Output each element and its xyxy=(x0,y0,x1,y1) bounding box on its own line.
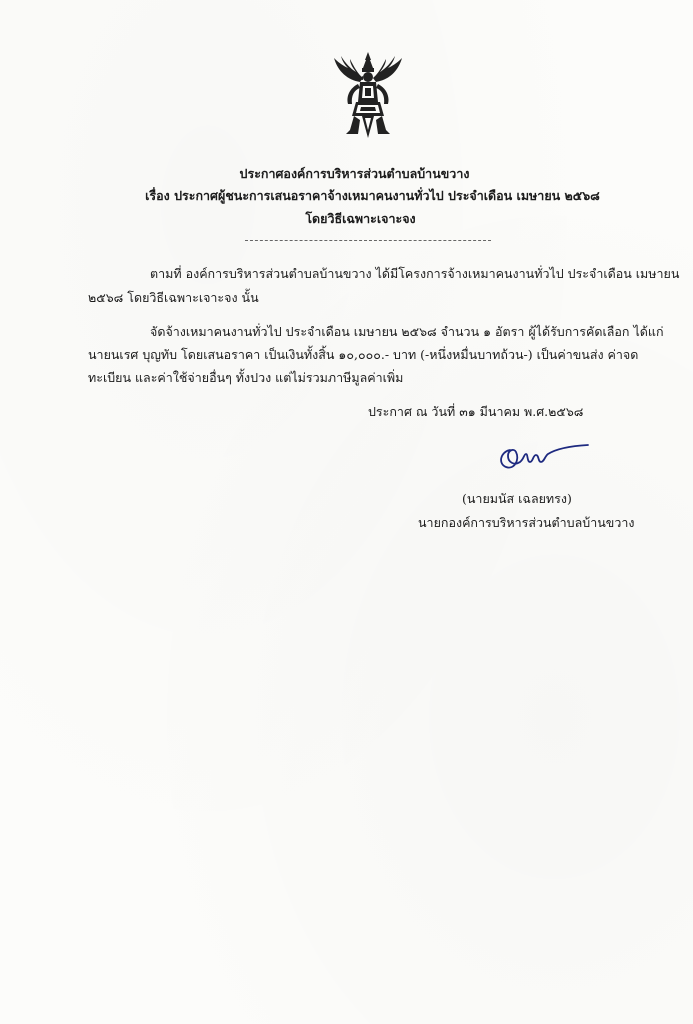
signer-title: นายกองค์การบริหารส่วนตำบลบ้านขวาง xyxy=(418,515,635,530)
announcement-title: ประกาศองค์การบริหารส่วนตำบลบ้านขวาง xyxy=(239,166,470,181)
signer-name: (นายมนัส เฉลยทรง) xyxy=(462,491,572,506)
body-paragraph-2-line-1: จัดจ้างเหมาคนงานทั่วไป ประจำเดือน เมษายน ๒๕๖๘ จำนวน ๑ อัตรา ผู้ได้รับการคัดเลือก ได้แก่ xyxy=(150,324,664,339)
body-paragraph-2-line-3: ทะเบียน และค่าใช้จ่ายอื่นๆ ทั้งปวง แต่ไม่รวมภาษีมูลค่าเพิ่ม xyxy=(88,370,404,385)
body-paragraph-1-line-2: ๒๕๖๘ โดยวิธีเฉพาะเจาะจง นั้น xyxy=(88,290,259,305)
garuda-emblem-icon xyxy=(330,50,406,142)
announcement-date: ประกาศ ณ วันที่ ๓๑ มีนาคม พ.ศ.๒๕๖๘ xyxy=(368,404,584,419)
body-paragraph-1-line-1: ตามที่ องค์การบริหารส่วนตำบลบ้านขวาง ได้มีโครงการจ้างเหมาคนงานทั่วไป ประจำเดือน เมษายน xyxy=(150,266,680,281)
body-paragraph-2-line-2: นายนเรศ บุญทับ โดยเสนอราคา เป็นเงินทั้งสิ้น ๑๐,๐๐๐.- บาท (-หนึ่งหมื่นบาทถ้วน-) เป็นค่าขนส่ง ค่าจด xyxy=(88,347,639,362)
handwritten-signature-icon xyxy=(492,440,592,476)
announcement-method: โดยวิธีเฉพาะเจาะจง xyxy=(305,211,416,226)
announcement-subject: เรื่อง ประกาศผู้ชนะการเสนอราคาจ้างเหมาคนงานทั่วไป ประจำเดือน เมษายน ๒๕๖๘ xyxy=(145,188,600,203)
header-divider xyxy=(245,240,491,241)
